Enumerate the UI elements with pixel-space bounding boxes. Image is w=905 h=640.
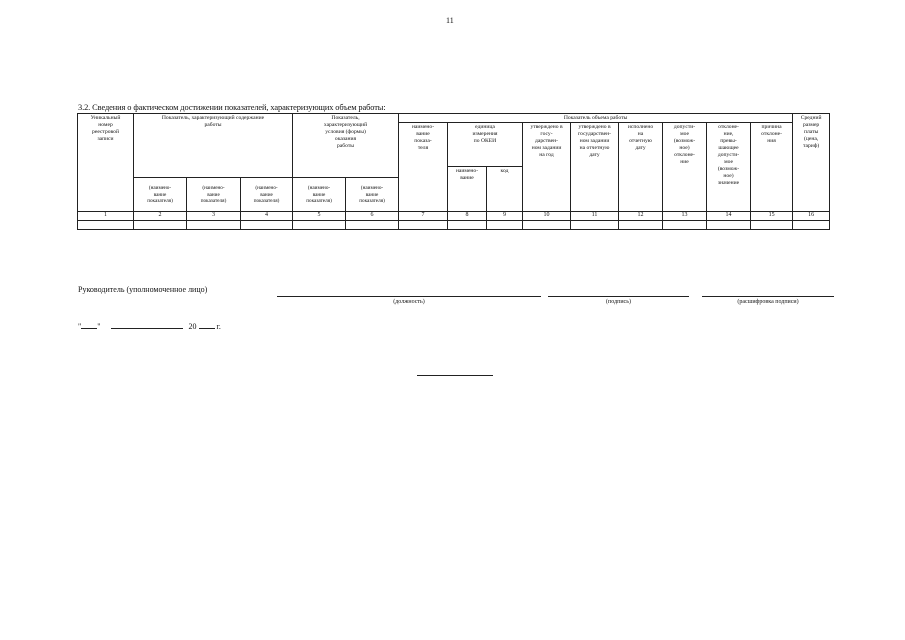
subheader-indicator-name: (наимено- вание показателя)	[241, 178, 293, 212]
table-row	[78, 221, 830, 230]
header-allowed-deviation: допусти- мое (возмож- ное) отклоне- ние	[663, 123, 707, 212]
col-number: 5	[293, 212, 346, 221]
header-unique-number: Уникальный номер реестровой записи	[78, 114, 134, 212]
col-number: 4	[241, 212, 293, 221]
col-number: 7	[399, 212, 448, 221]
work-volume-table	[77, 113, 830, 230]
col-number: 3	[187, 212, 241, 221]
table-cell[interactable]	[78, 221, 134, 230]
header-indicator-name: наимено- вание показа- теля	[399, 123, 448, 212]
subheader-indicator-name: (наимено- вание показателя)	[134, 178, 187, 212]
header-executed: исполнено на отчетную дату	[619, 123, 663, 212]
header-average-fee: Средний размер платы (цена, тариф)	[793, 114, 830, 212]
signature-line[interactable]	[548, 296, 689, 297]
col-number: 14	[707, 212, 751, 221]
header-unit-code: код	[487, 167, 523, 212]
header-content-indicator: Показатель, характеризующий содержание работы	[134, 114, 293, 178]
table-cell[interactable]	[571, 221, 619, 230]
header-measure-unit: единица измерения по ОКЕИ	[448, 123, 523, 167]
year-blank[interactable]	[199, 321, 215, 329]
transcript-caption: (расшифровка подписи)	[737, 299, 799, 305]
signature-label: Руководитель (уполномоченное лицо)	[78, 285, 208, 294]
section-title: 3.2. Сведения о фактическом достижении показателей, характеризующих объем работы:	[78, 103, 386, 112]
col-number: 6	[346, 212, 399, 221]
header-deviation-reason: причина отклоне- ния	[751, 123, 793, 212]
table-cell[interactable]	[487, 221, 523, 230]
header-conditions-indicator: Показатель, характеризующий условия (формы) оказания работы	[293, 114, 399, 178]
table-cell[interactable]	[751, 221, 793, 230]
bottom-rule	[417, 375, 493, 376]
col-number: 2	[134, 212, 187, 221]
subheader-indicator-name: (наимено- вание показателя)	[346, 178, 399, 212]
date-quote-close: "	[97, 322, 101, 331]
col-number: 9	[487, 212, 523, 221]
position-caption: (должность)	[393, 299, 425, 305]
table-cell[interactable]	[346, 221, 399, 230]
position-line[interactable]	[277, 296, 541, 297]
page-number: 11	[446, 16, 454, 25]
table-cell[interactable]	[293, 221, 346, 230]
header-unit-name: наимено- вание	[448, 167, 487, 212]
table-cell[interactable]	[707, 221, 751, 230]
day-blank[interactable]	[81, 321, 97, 329]
table-cell[interactable]	[663, 221, 707, 230]
year-suffix: г.	[216, 322, 221, 331]
header-approved-report-date: утверждено в государствен- ном задании на отчетную дату	[571, 123, 619, 212]
subheader-indicator-name: (наимено- вание показателя)	[187, 178, 241, 212]
col-number: 1	[78, 212, 134, 221]
table-cell[interactable]	[448, 221, 487, 230]
header-volume-indicator: Показатель объема работы	[399, 114, 793, 123]
transcript-line[interactable]	[702, 296, 834, 297]
table-cell[interactable]	[241, 221, 293, 230]
col-number: 15	[751, 212, 793, 221]
table-cell[interactable]	[523, 221, 571, 230]
col-number: 12	[619, 212, 663, 221]
table-cell[interactable]	[399, 221, 448, 230]
col-number: 10	[523, 212, 571, 221]
header-approved-year: утверждено в госу- дарствен- ном задании на год	[523, 123, 571, 212]
table-cell[interactable]	[134, 221, 187, 230]
col-number: 13	[663, 212, 707, 221]
table-cell[interactable]	[793, 221, 830, 230]
year-prefix: 20	[188, 322, 197, 331]
col-number: 8	[448, 212, 487, 221]
col-number: 16	[793, 212, 830, 221]
table-cell[interactable]	[187, 221, 241, 230]
col-number: 11	[571, 212, 619, 221]
signature-caption: (подпись)	[606, 299, 631, 305]
subheader-indicator-name: (наимено- вание показателя)	[293, 178, 346, 212]
table-cell[interactable]	[619, 221, 663, 230]
date-quote-open: "	[78, 322, 82, 331]
month-blank[interactable]	[111, 321, 183, 329]
header-excess-deviation: отклоне- ние, превы- шающее допусти- мое (возмож- ное) значение	[707, 123, 751, 212]
date-line	[78, 321, 221, 331]
